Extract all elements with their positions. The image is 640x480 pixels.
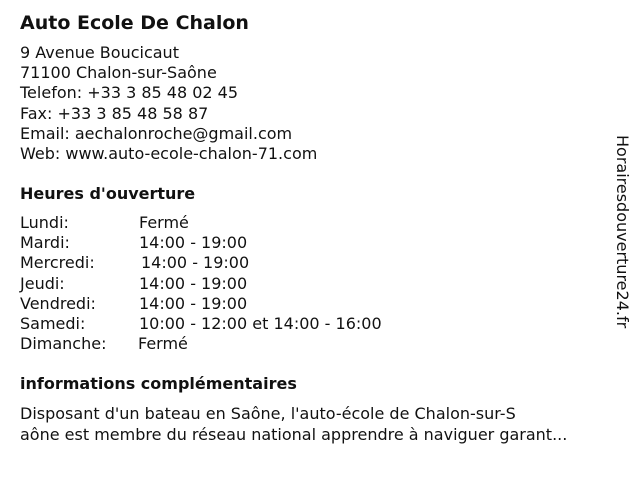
additional-info-heading: informations complémentaires <box>20 374 297 393</box>
hours-row-wednesday <box>20 253 440 273</box>
address-city: 71100 Chalon-sur-Saône <box>20 63 217 83</box>
day-label: Mercredi: <box>20 253 95 273</box>
email-address: Email: aechalonroche@gmail.com <box>20 123 293 143</box>
hours-row-friday <box>20 294 440 314</box>
day-hours: 14:00 - 19:00 <box>139 293 248 313</box>
info-text-line: aône est membre du réseau national apprendre à naviguer garant... <box>20 424 568 444</box>
contact-block <box>20 43 317 164</box>
day-hours: 14:00 - 19:00 <box>139 273 248 293</box>
day-hours: 10:00 - 12:00 et 14:00 - 16:00 <box>139 313 382 333</box>
day-hours: 14:00 - 19:00 <box>141 253 250 273</box>
phone-number: Telefon: +33 3 85 48 02 45 <box>20 83 239 103</box>
hours-row-saturday <box>20 314 440 334</box>
hours-row-monday <box>20 213 440 233</box>
day-label: Lundi: <box>20 213 69 232</box>
day-label: Mardi: <box>20 233 70 253</box>
day-hours: Fermé <box>139 213 189 232</box>
opening-hours-table <box>20 213 440 354</box>
hours-row-thursday <box>20 274 440 294</box>
website-address: Web: www.auto-ecole-chalon-71.com <box>20 143 318 163</box>
address-street: 9 Avenue Boucicaut <box>20 43 179 62</box>
additional-info-text <box>20 404 630 445</box>
fax-number: Fax: +33 3 85 48 58 87 <box>20 103 209 123</box>
day-label: Samedi: <box>20 313 86 333</box>
day-label: Vendredi: <box>20 293 96 313</box>
opening-hours-heading: Heures d'ouverture <box>20 184 196 203</box>
day-label: Jeudi: <box>20 273 65 293</box>
business-name: Auto Ecole De Chalon <box>20 12 249 34</box>
hours-row-tuesday <box>20 233 440 253</box>
hours-row-sunday <box>20 334 440 354</box>
day-label: Dimanche: <box>20 334 107 354</box>
info-text-line: Disposant d'un bateau en Saône, l'auto-école de Chalon-sur-S <box>20 404 516 423</box>
day-hours: Fermé <box>138 334 188 354</box>
site-watermark: Horairesdouverture24.fr <box>613 135 632 329</box>
day-hours: 14:00 - 19:00 <box>139 233 248 253</box>
